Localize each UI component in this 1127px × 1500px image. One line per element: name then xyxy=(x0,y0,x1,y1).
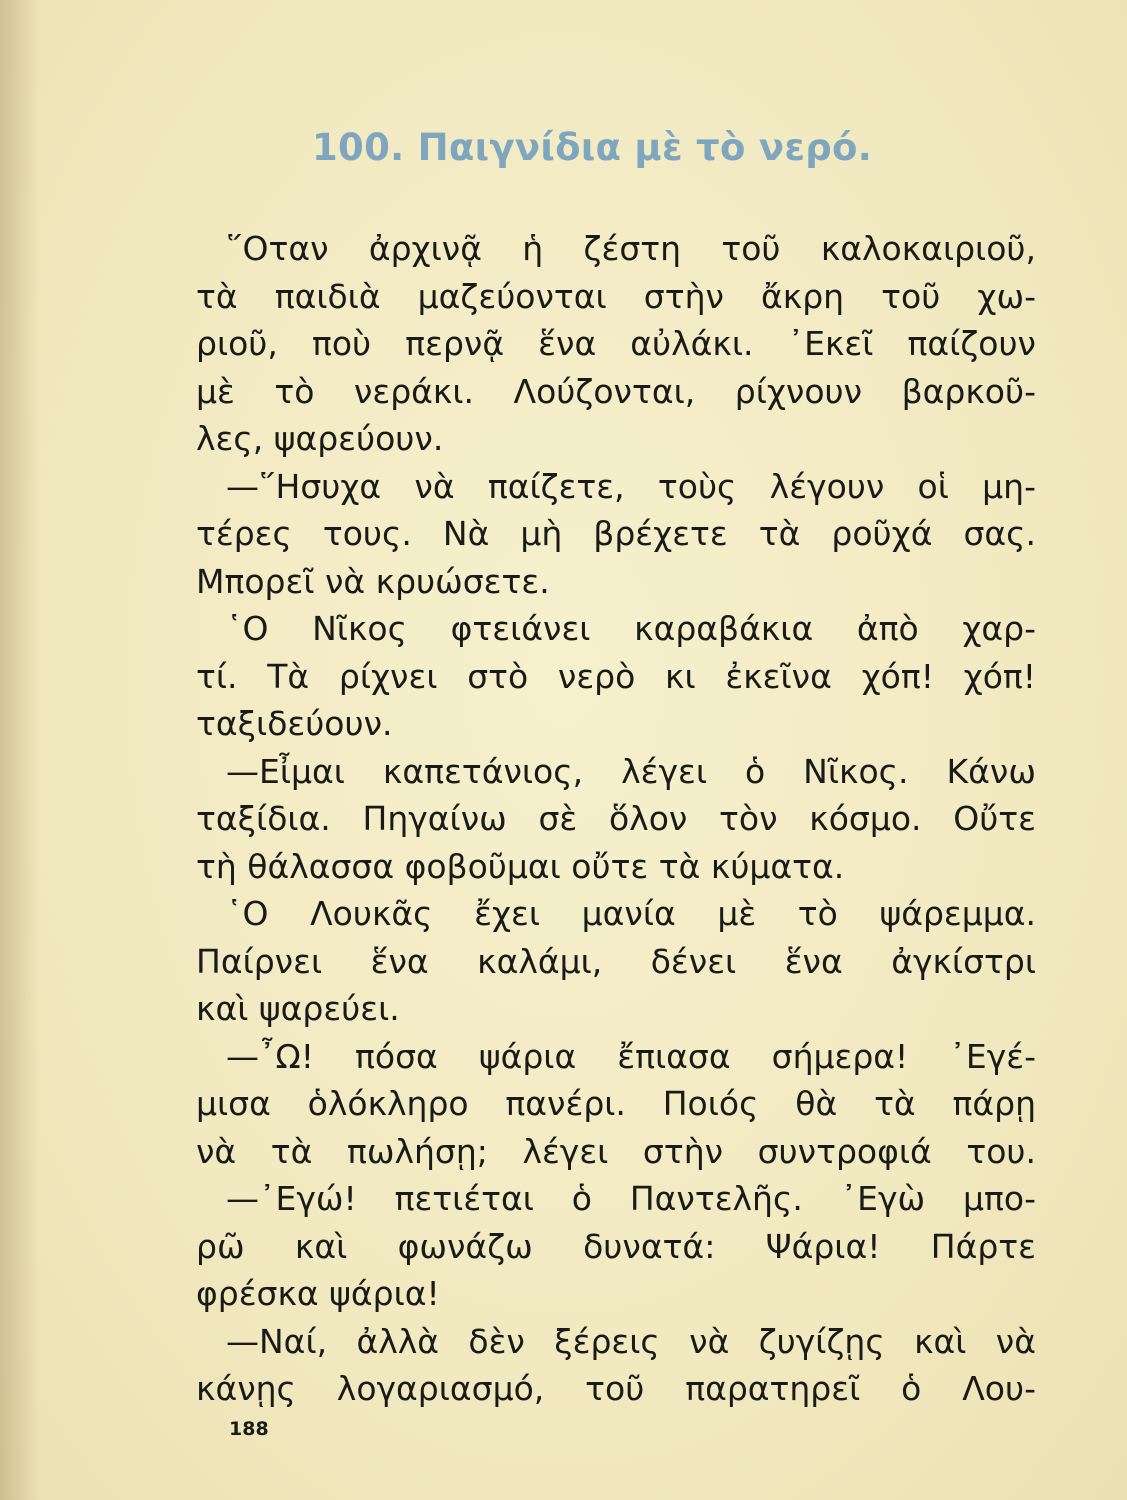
text-line: τί. Τὰ ρίχνει στὸ νερὸ κι ἐκεῖνα χόπ! χόπ! xyxy=(196,656,1036,696)
text-line: ρῶ καὶ φωνάζω δυνατά: Ψάρια! Πάρτε xyxy=(196,1226,1036,1266)
spine-shadow xyxy=(0,0,40,1500)
text-line: μὲ τὸ νεράκι. Λούζονται, ρίχνουν βαρκοῦ- xyxy=(196,371,1036,411)
text-line: —᾿Εγώ! πετιέται ὁ Παντελῆς. ᾿Εγὼ μπο- xyxy=(226,1179,1036,1218)
text-line: τέρες τους. Νὰ μὴ βρέχετε τὰ ροῦχά σας. xyxy=(196,514,1036,553)
text-line: —῞Ησυχα νὰ παίζετε, τοὺς λέγουν οἱ μη- xyxy=(226,466,1036,506)
text-line: Μπορεῖ νὰ κρυώσετε. xyxy=(196,561,550,601)
text-line: καὶ ψαρεύει. xyxy=(196,989,400,1028)
body-text xyxy=(196,225,1036,1413)
text-line: ταξιδεύουν. xyxy=(196,704,393,743)
text-line: ῾Ο Νῖκος φτειάνει καραβάκια ἀπὸ χαρ- xyxy=(226,609,1036,648)
text-line: τὴ θάλασσα φοβοῦμαι οὔτε τὰ κύματα. xyxy=(196,846,845,886)
text-line: νὰ τὰ πωλήσῃ; λέγει στὴν συντροφιά του. xyxy=(196,1131,1036,1171)
text-line: Παίρνει ἕνα καλάμι, δένει ἕνα ἀγκίστρι xyxy=(196,941,1036,981)
text-line: ῞Οταν ἀρχινᾷ ἡ ζέστη τοῦ καλοκαιριοῦ, xyxy=(226,229,1036,268)
text-line: ριοῦ, ποὺ περνᾷ ἕνα αὐλάκι. ᾿Εκεῖ παίζουν xyxy=(196,324,1036,363)
text-line: μισα ὁλόκληρο πανέρι. Ποιός θὰ τὰ πάρῃ xyxy=(196,1084,1036,1123)
text-line: ταξίδια. Πηγαίνω σὲ ὅλον τὸν κόσμο. Οὔτε xyxy=(196,799,1036,838)
chapter-title: 100. Παιγνίδια μὲ τὸ νερό. xyxy=(312,126,873,169)
page-number: 188 xyxy=(229,1418,269,1440)
text-line: τὰ παιδιὰ μαζεύονται στὴν ἄκρη τοῦ χω- xyxy=(196,276,1036,316)
text-line: —῏Ω! πόσα ψάρια ἔπιασα σήμερα! ᾿Εγέ- xyxy=(226,1036,1036,1076)
text-line: φρέσκα ψάρια! xyxy=(196,1274,440,1313)
text-line: λες, ψαρεύουν. xyxy=(196,419,444,458)
text-line: ῾Ο Λουκᾶς ἔχει μανία μὲ τὸ ψάρεμμα. xyxy=(226,894,1036,933)
text-line: —Εἶμαι καπετάνιος, λέγει ὁ Νῖκος. Κάνω xyxy=(226,751,1036,791)
text-line: —Ναί, ἀλλὰ δὲν ξέρεις νὰ ζυγίζῃς καὶ νὰ xyxy=(226,1321,1036,1361)
text-line: κάνῃς λογαριασμό, τοῦ παρατηρεῖ ὁ Λου- xyxy=(196,1369,1036,1408)
